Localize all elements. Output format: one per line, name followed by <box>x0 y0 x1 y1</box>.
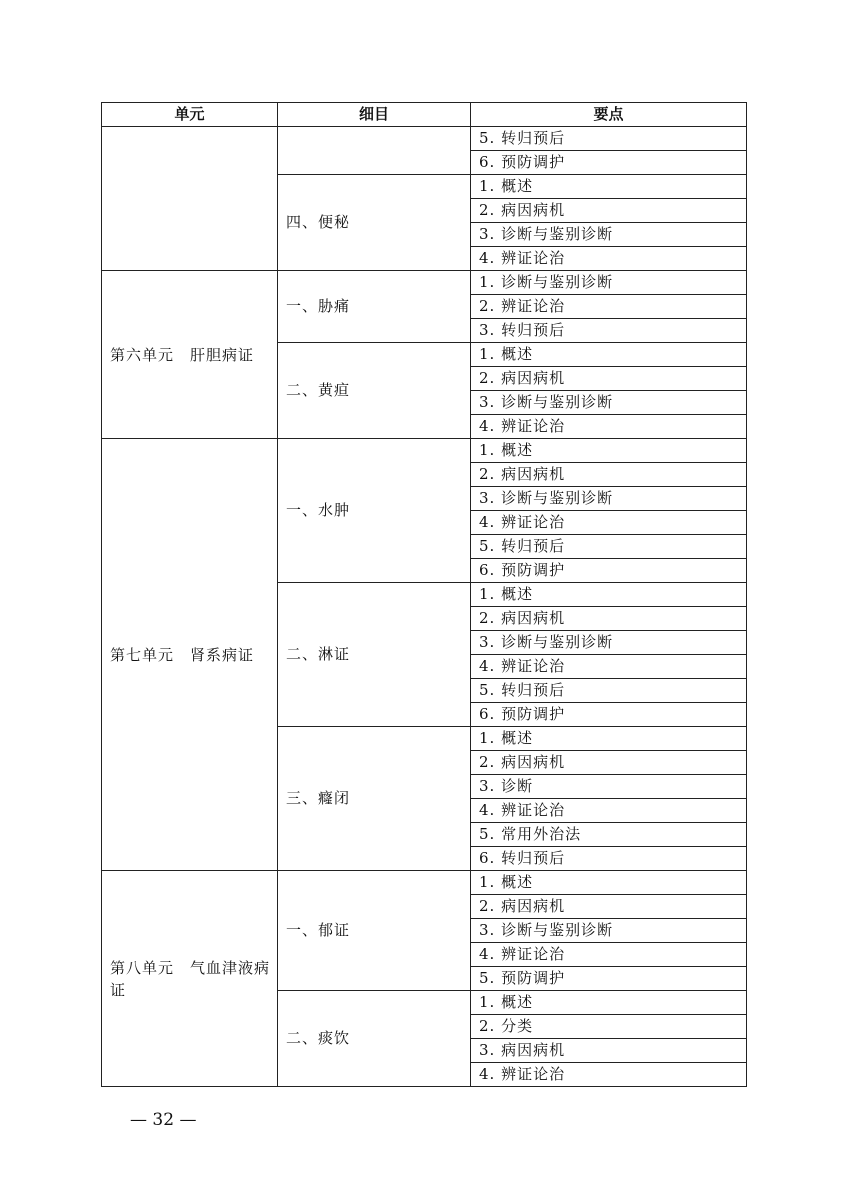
point-cell: 1. 概述 <box>471 439 747 463</box>
point-cell: 3. 转归预后 <box>471 319 747 343</box>
header-point: 要点 <box>471 103 747 127</box>
point-cell: 2. 病因病机 <box>471 463 747 487</box>
item-cell: 二、黄疸 <box>278 343 471 439</box>
point-cell: 4. 辨证论治 <box>471 511 747 535</box>
point-cell: 3. 诊断 <box>471 775 747 799</box>
point-cell: 4. 辨证论治 <box>471 799 747 823</box>
item-cell: 三、癃闭 <box>278 727 471 871</box>
unit-cell: 第七单元 肾系病证 <box>102 439 278 871</box>
table-row <box>102 439 747 463</box>
table-row <box>102 871 747 895</box>
point-cell: 2. 病因病机 <box>471 367 747 391</box>
point-cell: 1. 概述 <box>471 343 747 367</box>
point-cell: 2. 分类 <box>471 1015 747 1039</box>
point-cell: 3. 诊断与鉴别诊断 <box>471 391 747 415</box>
point-cell: 2. 病因病机 <box>471 895 747 919</box>
point-cell: 5. 常用外治法 <box>471 823 747 847</box>
unit-cell: 第八单元 气血津液病证 <box>102 871 278 1087</box>
point-cell: 3. 诊断与鉴别诊断 <box>471 631 747 655</box>
item-cell: 一、胁痛 <box>278 271 471 343</box>
point-cell: 3. 诊断与鉴别诊断 <box>471 919 747 943</box>
point-cell: 2. 辨证论治 <box>471 295 747 319</box>
page-number: — 32 — <box>130 1110 197 1130</box>
point-cell: 6. 预防调护 <box>471 703 747 727</box>
point-cell: 6. 预防调护 <box>471 151 747 175</box>
point-cell: 3. 诊断与鉴别诊断 <box>471 223 747 247</box>
point-cell: 2. 病因病机 <box>471 751 747 775</box>
item-cell <box>278 127 471 175</box>
unit-cell <box>102 127 278 271</box>
point-cell: 1. 概述 <box>471 727 747 751</box>
point-cell: 4. 辨证论治 <box>471 655 747 679</box>
unit-cell: 第六单元 肝胆病证 <box>102 271 278 439</box>
point-cell: 5. 转归预后 <box>471 535 747 559</box>
table-row <box>102 271 747 295</box>
item-cell: 二、淋证 <box>278 583 471 727</box>
point-cell: 2. 病因病机 <box>471 199 747 223</box>
point-cell: 4. 辨证论治 <box>471 1063 747 1087</box>
point-cell: 3. 诊断与鉴别诊断 <box>471 487 747 511</box>
item-cell: 二、痰饮 <box>278 991 471 1087</box>
item-cell: 四、便秘 <box>278 175 471 271</box>
point-cell: 2. 病因病机 <box>471 607 747 631</box>
item-cell: 一、郁证 <box>278 871 471 991</box>
point-cell: 1. 诊断与鉴别诊断 <box>471 271 747 295</box>
point-cell: 1. 概述 <box>471 583 747 607</box>
syllabus-table <box>101 102 747 1087</box>
point-cell: 4. 辨证论治 <box>471 247 747 271</box>
point-cell: 1. 概述 <box>471 991 747 1015</box>
point-cell: 4. 辨证论治 <box>471 943 747 967</box>
header-row <box>102 103 747 127</box>
point-cell: 1. 概述 <box>471 175 747 199</box>
point-cell: 5. 转归预后 <box>471 127 747 151</box>
header-unit: 单元 <box>102 103 278 127</box>
point-cell: 5. 预防调护 <box>471 967 747 991</box>
point-cell: 1. 概述 <box>471 871 747 895</box>
point-cell: 6. 转归预后 <box>471 847 747 871</box>
point-cell: 6. 预防调护 <box>471 559 747 583</box>
header-item: 细目 <box>278 103 471 127</box>
item-cell: 一、水肿 <box>278 439 471 583</box>
point-cell: 5. 转归预后 <box>471 679 747 703</box>
point-cell: 4. 辨证论治 <box>471 415 747 439</box>
table-row <box>102 127 747 151</box>
point-cell: 3. 病因病机 <box>471 1039 747 1063</box>
